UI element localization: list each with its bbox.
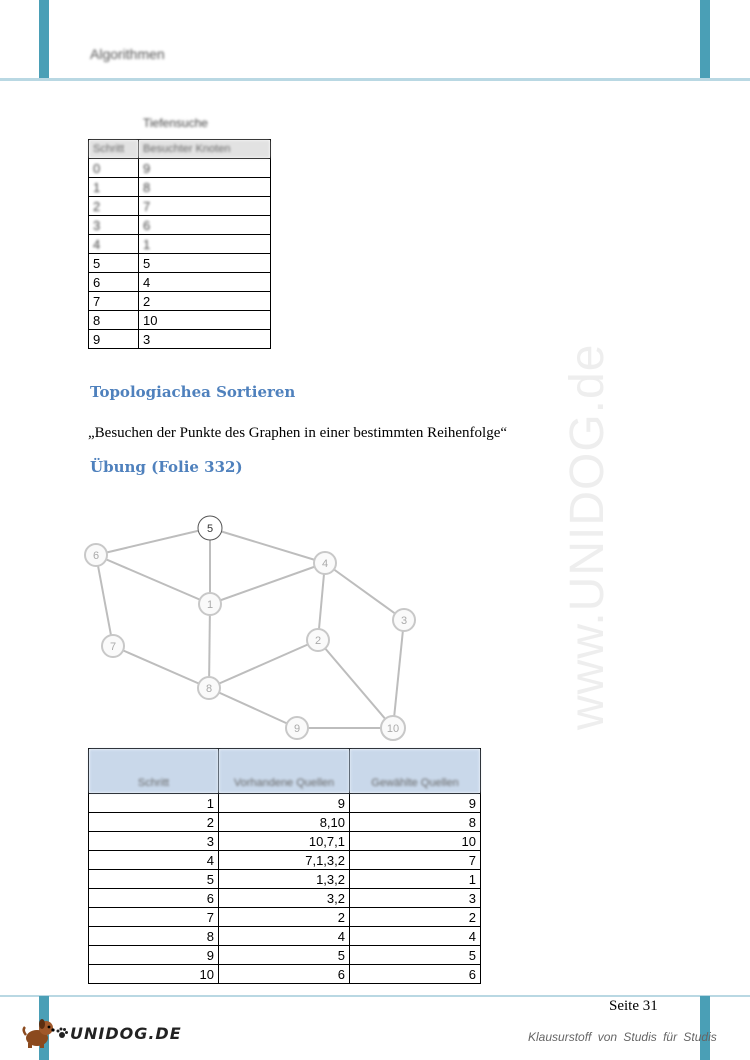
graph-node-label: 1: [206, 599, 214, 611]
table-row: [89, 946, 481, 965]
dog-icon: [22, 1018, 56, 1048]
topo-step-cell: 10: [89, 965, 219, 984]
table-row: [89, 159, 271, 178]
dfs-table: [88, 139, 271, 349]
topo-table-header-row: [89, 749, 481, 794]
topo-available-cell: 6: [219, 965, 350, 984]
table-row: [89, 794, 481, 813]
dfs-node-cell: 7: [139, 197, 271, 216]
table-row: [89, 254, 271, 273]
dfs-node-cell: 10: [139, 311, 271, 330]
graph-node-label: 10: [386, 723, 400, 735]
table-row: [89, 908, 481, 927]
table-row: [89, 851, 481, 870]
graph-node-8: [198, 677, 220, 699]
footer-tagline: Klausurstoff von Studis für Studis: [528, 1030, 717, 1044]
graph-node-1: [199, 593, 221, 615]
dfs-col-node-header: Besuchter Knoten: [139, 140, 271, 159]
graph-edge: [209, 604, 210, 688]
dfs-node-cell: 3: [139, 330, 271, 349]
header-rule: [0, 78, 750, 81]
graph-node-9: [286, 717, 308, 739]
graph-node-label: 3: [400, 615, 408, 627]
header-accent-bar-right: [700, 0, 710, 80]
dfs-step-cell: 7: [89, 292, 139, 311]
table-row: [89, 927, 481, 946]
logo-text: UNIDOG.DE: [70, 1023, 182, 1043]
table-row: [89, 273, 271, 292]
dfs-step-cell: 3: [89, 216, 139, 235]
section-quote: „Besuchen der Punkte des Graphen in einer bestimmten Reihenfolge“: [88, 425, 508, 441]
unidog-logo[interactable]: [22, 1018, 182, 1048]
graph-node-label: 4: [321, 558, 329, 570]
topo-available-cell: 2: [219, 908, 350, 927]
topo-chosen-cell: 10: [350, 832, 481, 851]
graph-node-10: [381, 716, 405, 740]
table-row: [89, 870, 481, 889]
dfs-col-step-header: Schritt: [89, 140, 139, 159]
topo-step-cell: 5: [89, 870, 219, 889]
table-row: [89, 292, 271, 311]
table-row: [89, 330, 271, 349]
topo-chosen-cell: 1: [350, 870, 481, 889]
topo-available-cell: 4: [219, 927, 350, 946]
topo-available-cell: 9: [219, 794, 350, 813]
topo-step-cell: 2: [89, 813, 219, 832]
graph-node-2: [307, 629, 329, 651]
table-row: [89, 216, 271, 235]
graph-node-4: [314, 552, 336, 574]
table-row: [89, 178, 271, 197]
graph-edge: [209, 640, 318, 688]
graph-edge: [393, 620, 404, 728]
section-heading-topological-sort: Topologiachea Sortieren: [90, 383, 296, 401]
topo-step-cell: 3: [89, 832, 219, 851]
footer-rule: [0, 995, 750, 997]
table-row: [89, 197, 271, 216]
dfs-table-caption: Tiefensuche: [143, 116, 208, 130]
topo-col-available-header: Vorhandene Quellen: [219, 749, 350, 794]
table-row: [89, 889, 481, 908]
page-number: Seite 31: [609, 998, 658, 1014]
topo-available-cell: 3,2: [219, 889, 350, 908]
topo-step-cell: 4: [89, 851, 219, 870]
table-row: [89, 235, 271, 254]
topo-chosen-cell: 4: [350, 927, 481, 946]
watermark-text: www.UNIDOG.de: [561, 343, 614, 730]
dfs-node-cell: 5: [139, 254, 271, 273]
topo-chosen-cell: 2: [350, 908, 481, 927]
dfs-step-cell: 1: [89, 178, 139, 197]
graph-edge: [96, 528, 210, 555]
dfs-node-cell: 1: [139, 235, 271, 254]
dfs-node-cell: 9: [139, 159, 271, 178]
graph-node-7: [102, 635, 124, 657]
dfs-node-cell: 8: [139, 178, 271, 197]
topo-step-cell: 1: [89, 794, 219, 813]
graph-edge: [96, 555, 210, 604]
topo-chosen-cell: 8: [350, 813, 481, 832]
exercise-heading: Übung (Folie 332): [90, 458, 243, 476]
graph-node-label: 2: [314, 635, 322, 647]
topo-available-cell: 7,1,3,2: [219, 851, 350, 870]
dfs-step-cell: 2: [89, 197, 139, 216]
dfs-node-cell: 4: [139, 273, 271, 292]
table-row: [89, 311, 271, 330]
paw-icon: [56, 1027, 68, 1039]
dfs-table-header-row: [89, 140, 271, 159]
topo-col-chosen-header: Gewählte Quellen: [350, 749, 481, 794]
topo-chosen-cell: 9: [350, 794, 481, 813]
header-accent-bar-left: [39, 0, 49, 80]
graph-node-5: [198, 516, 222, 540]
graph-node-label: 5: [206, 523, 214, 535]
topo-step-cell: 6: [89, 889, 219, 908]
topo-available-cell: 5: [219, 946, 350, 965]
topo-available-cell: 1,3,2: [219, 870, 350, 889]
graph-node-6: [85, 544, 107, 566]
graph-node-label: 6: [92, 550, 100, 562]
dfs-step-cell: 6: [89, 273, 139, 292]
graph-edge: [209, 688, 297, 728]
exercise-graph: [75, 510, 435, 745]
topo-available-cell: 10,7,1: [219, 832, 350, 851]
topo-chosen-cell: 5: [350, 946, 481, 965]
topo-chosen-cell: 6: [350, 965, 481, 984]
dfs-node-cell: 2: [139, 292, 271, 311]
graph-edges: [96, 528, 404, 728]
topo-chosen-cell: 7: [350, 851, 481, 870]
dfs-step-cell: 8: [89, 311, 139, 330]
page-header-title: Algorithmen: [90, 46, 165, 62]
topo-step-cell: 7: [89, 908, 219, 927]
topo-available-cell: 8,10: [219, 813, 350, 832]
footer-accent-bar-right: [700, 996, 710, 1060]
dfs-step-cell: 9: [89, 330, 139, 349]
graph-edge: [210, 528, 325, 563]
dfs-step-cell: 5: [89, 254, 139, 273]
table-row: [89, 965, 481, 984]
topo-step-cell: 9: [89, 946, 219, 965]
topo-step-cell: 8: [89, 927, 219, 946]
graph-node-label: 8: [205, 683, 213, 695]
graph-edge: [96, 555, 113, 646]
graph-node-label: 7: [109, 641, 117, 653]
graph-edge: [325, 563, 404, 620]
topo-chosen-cell: 3: [350, 889, 481, 908]
graph-node-3: [393, 609, 415, 631]
graph-edge: [318, 640, 393, 728]
dfs-node-cell: 6: [139, 216, 271, 235]
table-row: [89, 813, 481, 832]
graph-edge: [113, 646, 209, 688]
graph-node-label: 9: [293, 723, 301, 735]
dfs-step-cell: 4: [89, 235, 139, 254]
topo-col-step-header: Schritt: [89, 749, 219, 794]
graph-edge: [210, 563, 325, 604]
table-row: [89, 832, 481, 851]
dfs-step-cell: 0: [89, 159, 139, 178]
topological-sort-table: [88, 748, 481, 984]
